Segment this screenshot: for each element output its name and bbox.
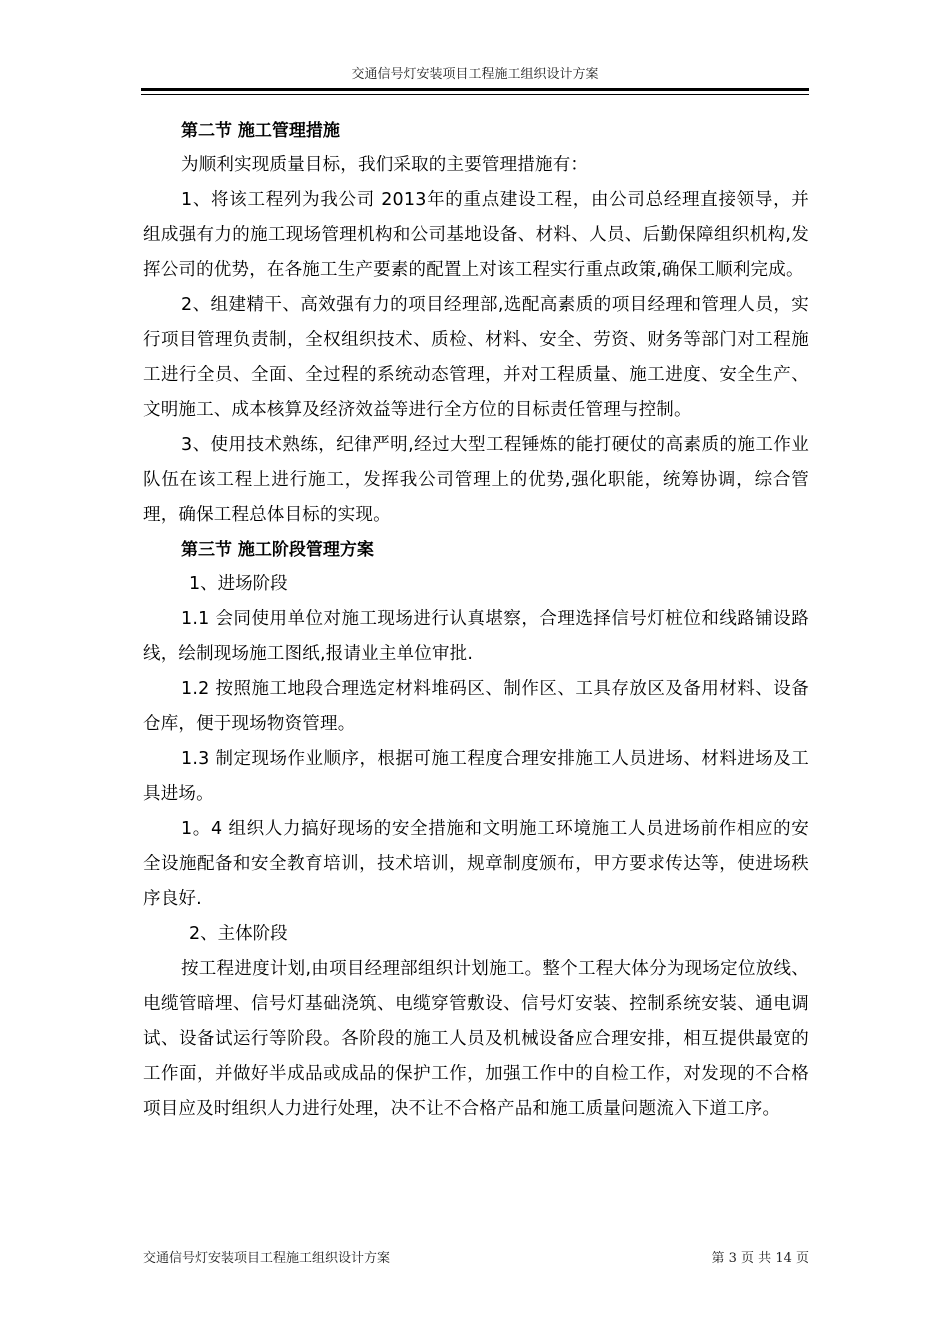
paragraph: 1.3 制定现场作业顺序，根据可施工程度合理安排施工人员进场、材料进场及工具进场。 — [143, 749, 809, 804]
header-rule-thin — [141, 94, 809, 95]
footer-doc-title: 交通信号灯安装项目工程施工组织设计方案 — [143, 1251, 391, 1266]
footer-page-number: 第 3 页 共 14 页 — [711, 1251, 809, 1266]
document-body — [143, 114, 809, 1127]
section-heading: 第二节 施工管理措施 — [181, 121, 340, 141]
paragraph: 1、将该工程列为我公司 2013年的重点建设工程，由公司总经理直接领导，并组成强有力的施工现场管理机构和公司基地设备、材料、人员、后勤保障组织机构,发挥公司的优势，在各施工生产要素的配置上对该工程实行重点政策,确保工顺利完成。 — [143, 190, 809, 280]
page-header-title: 交通信号灯安装项目工程施工组织设计方案 — [351, 67, 599, 82]
paragraph: 1.2 按照施工地段合理选定材料堆码区、制作区、工具存放区及备用材料、设备仓库，便于现场物资管理。 — [143, 679, 809, 734]
subsection-title: 1、进场阶段 — [189, 574, 288, 594]
subsection-title: 2、主体阶段 — [189, 924, 288, 944]
paragraph: 2、组建精干、高效强有力的项目经理部,选配高素质的项目经理和管理人员，实行项目管理负责制，全权组织技术、质检、材料、安全、劳资、财务等部门对工程施工进行全员、全面、全过程的系统动态管理，并对工程质量、施工进度、安全生产、文明施工、成本核算及经济效益等进行全方位的目标责任管理与控制。 — [143, 295, 809, 420]
paragraph: 1.1 会同使用单位对施工现场进行认真堪察，合理选择信号灯桩位和线路铺设路线，绘制现场施工图纸,报请业主单位审批. — [143, 609, 809, 664]
paragraph: 为顺利实现质量目标，我们采取的主要管理措施有： — [181, 155, 589, 175]
paragraph: 3、使用技术熟练，纪律严明,经过大型工程锤炼的能打硬仗的高素质的施工作业队伍在该工程上进行施工，发挥我公司管理上的优势,强化职能，统筹协调，综合管理，确保工程总体目标的实现。 — [143, 435, 809, 525]
header-rule-thick — [141, 88, 809, 91]
paragraph: 1。4 组织人力搞好现场的安全措施和文明施工环境施工人员进场前作相应的安全设施配备和安全教育培训，技术培训，规章制度颁布，甲方要求传达等，使进场秩序良好. — [143, 819, 809, 909]
section-heading: 第三节 施工阶段管理方案 — [181, 540, 374, 560]
paragraph: 按工程进度计划,由项目经理部组织计划施工。整个工程大体分为现场定位放线、电缆管暗埋、信号灯基础浇筑、电缆穿管敷设、信号灯安装、控制系统安装、通电调试、设备试运行等阶段。各阶段的施工人员及机械设备应合理安排，相互提供最宽的工作面，并做好半成品或成品的保护工作，加强工作中的自检工作，对发现的不合格项目应及时组织人力进行处理，决不让不合格产品和施工质量问题流入下道工序。 — [143, 959, 809, 1119]
